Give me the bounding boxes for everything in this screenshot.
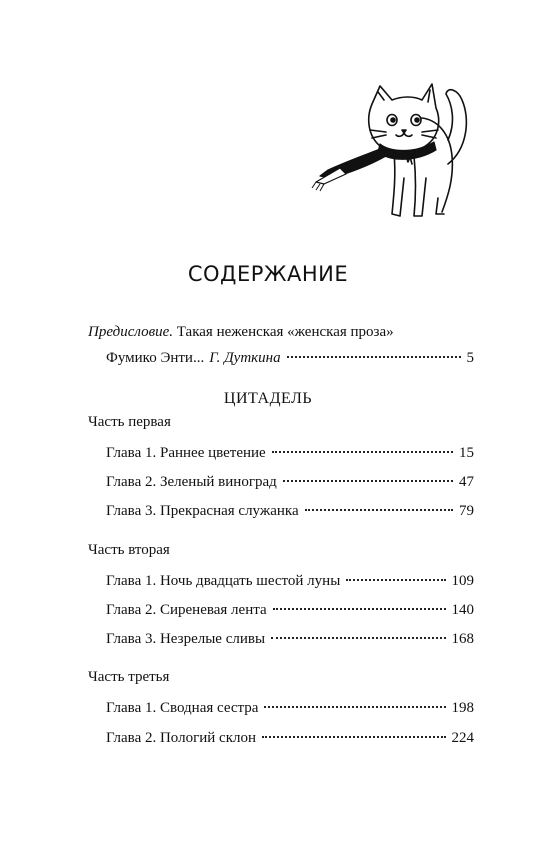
toc-entry[interactable] (106, 573, 474, 590)
leader-dots (346, 579, 445, 581)
toc-entry[interactable] (106, 730, 474, 747)
page-number: 47 (459, 474, 474, 490)
leader-dots (272, 451, 453, 453)
leader-dots (262, 736, 445, 738)
preface-label: Предисловие. (88, 324, 174, 340)
preface-title: Такая неженская «женская проза» (176, 324, 394, 340)
toc-heading: СОДЕРЖАНИЕ (187, 262, 349, 286)
toc-entry[interactable] (106, 602, 474, 619)
leader-dots (271, 637, 445, 639)
chapter-title: Глава 1. Ночь двадцать шестой луны (106, 573, 341, 589)
preface-subtitle: Фумико Энти... (106, 350, 205, 366)
toc-entry[interactable] (106, 503, 474, 520)
cat-with-scarf-illustration (310, 78, 490, 228)
section-title: ЦИТАДЕЛЬ (223, 390, 313, 407)
leader-dots (283, 480, 453, 482)
chapter-title: Глава 2. Зеленый виноград (106, 474, 277, 490)
page-number: 79 (459, 503, 474, 519)
toc-entry[interactable] (106, 445, 474, 462)
chapter-title: Глава 1. Сводная сестра (106, 700, 259, 716)
leader-dots (264, 706, 445, 708)
part-title: Часть третья (88, 669, 170, 685)
page-number: 5 (466, 350, 474, 366)
chapter-title: Глава 3. Незрелые сливы (106, 631, 266, 647)
toc-entry-preface[interactable] (106, 350, 474, 367)
leader-dots (287, 356, 461, 358)
preface-author: Г. Дуткина (209, 350, 281, 366)
chapter-title: Глава 2. Сиреневая лента (106, 602, 267, 618)
part-title: Часть вторая (88, 542, 170, 558)
toc-entry[interactable] (106, 474, 474, 491)
page-number: 109 (451, 573, 474, 589)
preface-line (88, 324, 394, 341)
leader-dots (273, 608, 446, 610)
page-number: 198 (451, 700, 474, 716)
part-title: Часть первая (88, 414, 171, 430)
chapter-title: Глава 2. Пологий склон (106, 730, 257, 746)
leader-dots (305, 509, 453, 511)
toc-entry[interactable] (106, 631, 474, 648)
chapter-title: Глава 3. Прекрасная служанка (106, 503, 299, 519)
chapter-title: Глава 1. Раннее цветение (106, 445, 266, 461)
page-number: 224 (451, 730, 474, 746)
page-number: 15 (459, 445, 474, 461)
page-number: 140 (451, 602, 474, 618)
page-number: 168 (451, 631, 474, 647)
toc-entry[interactable] (106, 700, 474, 717)
